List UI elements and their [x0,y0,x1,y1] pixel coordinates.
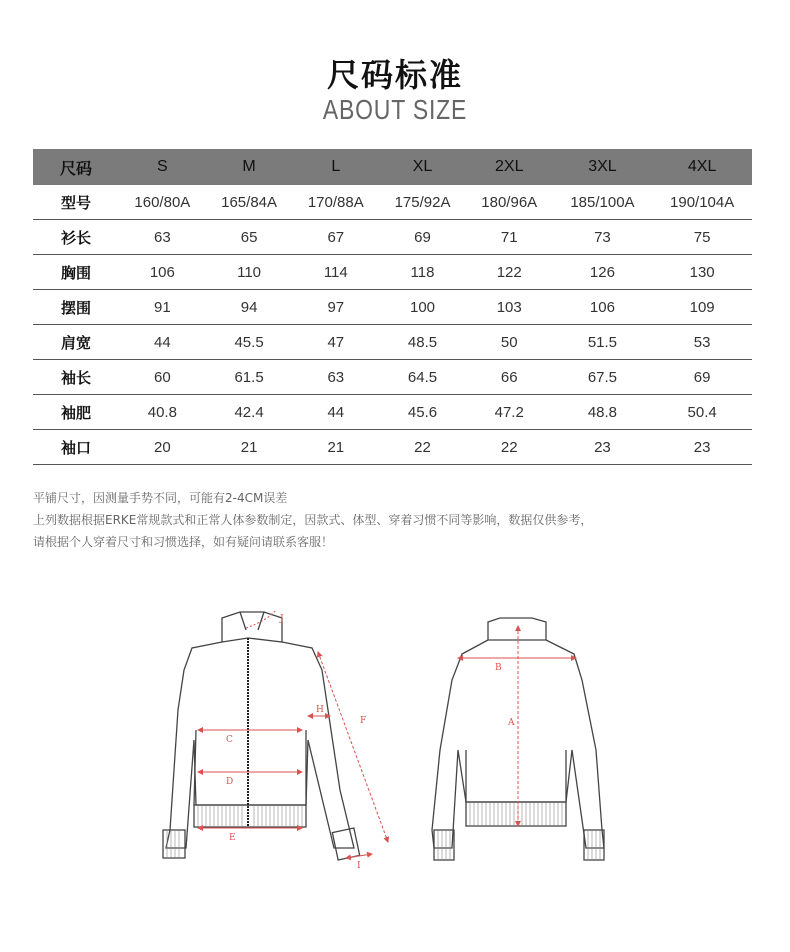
table-cell: 45.6 [379,395,466,430]
table-cell: 71 [466,220,553,255]
front-measure-labels [226,614,366,871]
size-header-row [33,149,752,185]
size-notes [33,487,592,553]
table-cell: 23 [553,430,653,465]
front-jacket-drawing [163,612,360,860]
front-measure-lines [198,610,388,858]
table-cell: 50 [466,325,553,360]
row-label: 袖长 [33,360,119,395]
row-label: 袖肥 [33,395,119,430]
table-cell: 106 [119,255,206,290]
size-header-xl: XL [379,149,466,185]
label-a: A [508,718,515,728]
table-cell: 51.5 [553,325,653,360]
table-cell: 100 [379,290,466,325]
table-row [33,430,752,465]
table-cell: 53 [652,325,752,360]
table-cell: 130 [652,255,752,290]
label-c: C [226,735,233,745]
table-cell: 180/96A [466,185,553,220]
table-cell: 69 [379,220,466,255]
table-cell: 50.4 [652,395,752,430]
table-cell: 165/84A [206,185,293,220]
table-cell: 97 [292,290,379,325]
table-cell: 67.5 [553,360,653,395]
table-cell: 45.5 [206,325,293,360]
size-corner-label: 尺码 [33,149,119,185]
table-cell: 20 [119,430,206,465]
note-line: 请根据个人穿着尺寸和习惯选择，如有疑问请联系客服！ [33,535,334,549]
page-title: 尺码标准 [326,56,463,94]
table-cell: 73 [553,220,653,255]
table-cell: 114 [292,255,379,290]
table-cell: 67 [292,220,379,255]
table-cell: 185/100A [553,185,653,220]
table-cell: 109 [652,290,752,325]
label-b: B [495,663,502,673]
size-table-body [33,185,752,465]
table-cell: 65 [206,220,293,255]
row-label: 肩宽 [33,325,119,360]
table-cell: 126 [553,255,653,290]
table-row [33,255,752,290]
table-cell: 22 [379,430,466,465]
label-j: J [280,614,284,624]
row-label: 袖口 [33,430,119,465]
label-d: D [226,777,234,787]
table-cell: 103 [466,290,553,325]
table-cell: 170/88A [292,185,379,220]
jacket-measurement-diagram [0,590,790,880]
table-cell: 64.5 [379,360,466,395]
table-cell: 122 [466,255,553,290]
size-table [33,149,752,465]
label-i: I [357,861,361,871]
table-cell: 42.4 [206,395,293,430]
page-subtitle: ABOUT SIZE [322,94,468,125]
label-e: E [229,833,236,843]
row-label: 胸围 [33,255,119,290]
table-cell: 23 [652,430,752,465]
table-cell: 94 [206,290,293,325]
table-cell: 91 [119,290,206,325]
table-cell: 40.8 [119,395,206,430]
label-f: F [360,716,367,726]
table-cell: 175/92A [379,185,466,220]
table-cell: 63 [292,360,379,395]
table-cell: 118 [379,255,466,290]
size-header-4xl: 4XL [652,149,752,185]
table-cell: 69 [652,360,752,395]
table-cell: 48.8 [553,395,653,430]
size-header-s: S [119,149,206,185]
table-cell: 66 [466,360,553,395]
size-header-3xl: 3XL [553,149,653,185]
note-line: 平铺尺寸，因测量手势不同，可能有2-4CM误差 [33,491,288,505]
table-cell: 21 [206,430,293,465]
table-cell: 44 [292,395,379,430]
row-label: 型号 [33,185,119,220]
table-cell: 75 [652,220,752,255]
back-measure-labels [495,663,515,728]
table-cell: 44 [119,325,206,360]
table-row [33,360,752,395]
table-cell: 63 [119,220,206,255]
table-cell: 190/104A [652,185,752,220]
table-cell: 22 [466,430,553,465]
label-h: H [316,705,324,715]
back-measure-lines [458,626,576,826]
table-cell: 48.5 [379,325,466,360]
table-row [33,220,752,255]
table-cell: 106 [553,290,653,325]
row-label: 摆围 [33,290,119,325]
table-row [33,395,752,430]
size-header-m: M [206,149,293,185]
table-row [33,185,752,220]
row-label: 衫长 [33,220,119,255]
table-cell: 47 [292,325,379,360]
back-hem-ribbing [438,803,600,859]
table-row [33,290,752,325]
size-header-2xl: 2XL [466,149,553,185]
table-cell: 60 [119,360,206,395]
table-cell: 160/80A [119,185,206,220]
table-cell: 61.5 [206,360,293,395]
table-cell: 21 [292,430,379,465]
size-header-l: L [292,149,379,185]
table-cell: 110 [206,255,293,290]
table-cell: 47.2 [466,395,553,430]
table-row [33,325,752,360]
note-line: 上列数据根据ERKE常规款式和正常人体参数制定，因款式、体型、穿着习惯不同等影响，数据仅供参考， [33,513,593,527]
